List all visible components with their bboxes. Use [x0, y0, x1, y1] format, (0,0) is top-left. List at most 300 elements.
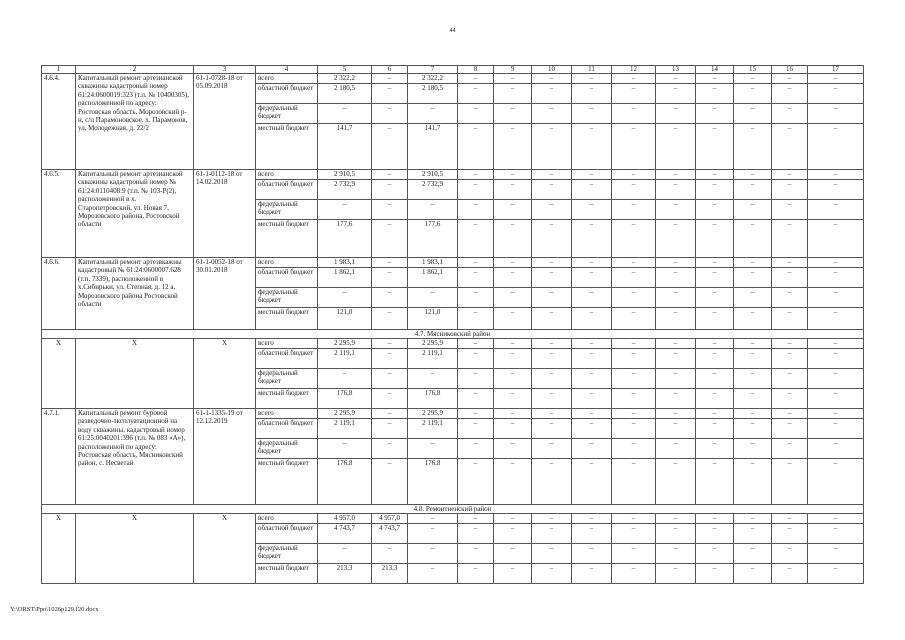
empty-value-cell: –: [696, 409, 734, 419]
empty-value-cell: –: [458, 409, 494, 419]
budget-label: областной бюджет: [256, 268, 318, 288]
table-row: [42, 74, 864, 84]
empty-value-cell: –: [772, 514, 808, 524]
empty-value-cell: –: [808, 544, 864, 564]
row-num: X: [42, 339, 76, 409]
empty-value-cell: –: [612, 459, 656, 505]
empty-value-cell: –: [572, 419, 612, 439]
budget-label: всего: [256, 409, 318, 419]
empty-value-cell: –: [572, 84, 612, 104]
empty-value-cell: –: [656, 389, 696, 409]
value-v6: –: [372, 419, 408, 439]
value-v5: 1 862,1: [318, 268, 372, 288]
empty-value-cell: –: [772, 104, 808, 124]
empty-value-cell: –: [734, 104, 772, 124]
empty-value-cell: –: [772, 419, 808, 439]
empty-value-cell: –: [772, 389, 808, 409]
budget-label: областной бюджет: [256, 349, 318, 369]
value-v7: –: [408, 524, 458, 544]
table-row: [42, 170, 864, 180]
empty-value-cell: –: [808, 288, 864, 308]
empty-value-cell: –: [532, 124, 572, 170]
budget-label: местный бюджет: [256, 308, 318, 330]
empty-value-cell: –: [808, 74, 864, 84]
empty-value-cell: –: [734, 389, 772, 409]
value-v6: –: [372, 268, 408, 288]
empty-value-cell: –: [612, 180, 656, 200]
empty-value-cell: –: [494, 369, 532, 389]
empty-value-cell: –: [612, 544, 656, 564]
value-v6: –: [372, 258, 408, 268]
empty-value-cell: –: [772, 459, 808, 505]
empty-value-cell: –: [808, 369, 864, 389]
section-row: [42, 505, 864, 514]
empty-value-cell: –: [532, 288, 572, 308]
value-v7: 2 732,9: [408, 180, 458, 200]
budget-label: всего: [256, 258, 318, 268]
empty-value-cell: –: [532, 419, 572, 439]
empty-value-cell: –: [612, 104, 656, 124]
empty-value-cell: –: [734, 288, 772, 308]
header-cell: 3: [194, 66, 256, 74]
file-path-footer: Y:\ORST\Ppo\1026p129.f20.docx: [10, 606, 99, 613]
empty-value-cell: –: [572, 200, 612, 220]
empty-value-cell: –: [458, 419, 494, 439]
empty-value-cell: –: [772, 200, 808, 220]
header-cell: 14: [696, 66, 734, 74]
empty-value-cell: –: [532, 180, 572, 200]
empty-value-cell: –: [808, 84, 864, 104]
empty-value-cell: –: [612, 564, 656, 584]
empty-value-cell: –: [572, 104, 612, 124]
empty-value-cell: –: [612, 409, 656, 419]
budget-label: федеральный бюджет: [256, 439, 318, 459]
empty-value-cell: –: [696, 220, 734, 258]
row-name: Капитальный ремонт буровой разведочно-эксплуатационной на воду скважины, кадастровый номер 61:25:0040201:396 (т.п. № 083 «А»), расположенной по адресу: Ростовская область, Мясниковский район, с. Несветай: [76, 409, 194, 505]
empty-value-cell: –: [494, 200, 532, 220]
empty-value-cell: –: [572, 439, 612, 459]
empty-value-cell: –: [656, 369, 696, 389]
value-v7: –: [408, 104, 458, 124]
empty-value-cell: –: [734, 74, 772, 84]
empty-value-cell: –: [808, 180, 864, 200]
empty-value-cell: –: [734, 439, 772, 459]
page-number: 44: [449, 28, 456, 34]
empty-value-cell: –: [572, 459, 612, 505]
empty-value-cell: –: [494, 288, 532, 308]
empty-value-cell: –: [734, 514, 772, 524]
empty-value-cell: –: [696, 288, 734, 308]
value-v7: –: [408, 514, 458, 524]
value-v6: 4 743,7: [372, 524, 408, 544]
empty-value-cell: –: [734, 200, 772, 220]
empty-value-cell: –: [808, 220, 864, 258]
value-v7: 2 119,1: [408, 419, 458, 439]
table-row: [42, 409, 864, 419]
empty-value-cell: –: [494, 258, 532, 268]
value-v7: 2 910,5: [408, 170, 458, 180]
value-v7: 141,7: [408, 124, 458, 170]
empty-value-cell: –: [494, 514, 532, 524]
empty-value-cell: –: [656, 459, 696, 505]
empty-value-cell: –: [494, 524, 532, 544]
value-v5: 2 119,1: [318, 419, 372, 439]
value-v7: –: [408, 369, 458, 389]
empty-value-cell: –: [656, 439, 696, 459]
value-v6: –: [372, 459, 408, 505]
empty-value-cell: –: [458, 459, 494, 505]
budget-label: местный бюджет: [256, 389, 318, 409]
empty-value-cell: –: [734, 524, 772, 544]
value-v5: 121,0: [318, 308, 372, 330]
empty-value-cell: –: [572, 180, 612, 200]
value-v5: –: [318, 200, 372, 220]
empty-value-cell: –: [656, 180, 696, 200]
value-v6: –: [372, 389, 408, 409]
value-v7: 1 862,1: [408, 268, 458, 288]
budget-label: местный бюджет: [256, 459, 318, 505]
empty-value-cell: –: [494, 170, 532, 180]
empty-value-cell: –: [458, 74, 494, 84]
empty-value-cell: –: [696, 170, 734, 180]
value-v7: –: [408, 564, 458, 584]
empty-value-cell: –: [808, 459, 864, 505]
value-v7: 2 119,1: [408, 349, 458, 369]
table-row: [42, 514, 864, 524]
row-doc: 61-1-0052-18 от 30.01.2018: [194, 258, 256, 330]
empty-value-cell: –: [772, 288, 808, 308]
empty-value-cell: –: [772, 349, 808, 369]
empty-value-cell: –: [572, 170, 612, 180]
empty-value-cell: –: [696, 124, 734, 170]
empty-value-cell: –: [808, 104, 864, 124]
empty-value-cell: –: [656, 220, 696, 258]
empty-value-cell: –: [696, 389, 734, 409]
empty-value-cell: –: [808, 389, 864, 409]
empty-value-cell: –: [532, 258, 572, 268]
budget-label: областной бюджет: [256, 84, 318, 104]
value-v5: 2 180,5: [318, 84, 372, 104]
empty-value-cell: –: [494, 389, 532, 409]
header-cell: 2: [76, 66, 194, 74]
value-v5: 2 295,9: [318, 339, 372, 349]
empty-value-cell: –: [572, 339, 612, 349]
empty-value-cell: –: [532, 514, 572, 524]
value-v5: 177,6: [318, 220, 372, 258]
row-doc: 61-1-0728-18 от 05.09.2018: [194, 74, 256, 170]
empty-value-cell: –: [532, 268, 572, 288]
value-v5: 2 322,2: [318, 74, 372, 84]
budget-label: федеральный бюджет: [256, 544, 318, 564]
empty-value-cell: –: [772, 268, 808, 288]
empty-value-cell: –: [612, 419, 656, 439]
value-v6: –: [372, 349, 408, 369]
budget-label: всего: [256, 170, 318, 180]
value-v6: –: [372, 200, 408, 220]
header-cell: 11: [572, 66, 612, 74]
empty-value-cell: –: [532, 389, 572, 409]
empty-value-cell: –: [572, 349, 612, 369]
row-num: 4.6.6.: [42, 258, 76, 330]
row-name: X: [76, 514, 194, 584]
empty-value-cell: –: [772, 409, 808, 419]
empty-value-cell: –: [696, 84, 734, 104]
value-v7: 2 295,9: [408, 409, 458, 419]
empty-value-cell: –: [494, 220, 532, 258]
budget-label: федеральный бюджет: [256, 369, 318, 389]
empty-value-cell: –: [532, 220, 572, 258]
empty-value-cell: –: [494, 564, 532, 584]
budget-label: областной бюджет: [256, 524, 318, 544]
table-row: [42, 339, 864, 349]
empty-value-cell: –: [572, 564, 612, 584]
empty-value-cell: –: [808, 268, 864, 288]
empty-value-cell: –: [494, 439, 532, 459]
empty-value-cell: –: [696, 349, 734, 369]
empty-value-cell: –: [808, 308, 864, 330]
header-cell: 6: [372, 66, 408, 74]
section-row: [42, 330, 864, 339]
empty-value-cell: –: [734, 564, 772, 584]
empty-value-cell: –: [572, 220, 612, 258]
empty-value-cell: –: [696, 419, 734, 439]
empty-value-cell: –: [532, 544, 572, 564]
empty-value-cell: –: [734, 409, 772, 419]
value-v6: –: [372, 104, 408, 124]
empty-value-cell: –: [494, 84, 532, 104]
empty-value-cell: –: [532, 564, 572, 584]
empty-value-cell: –: [612, 84, 656, 104]
empty-value-cell: –: [612, 389, 656, 409]
empty-value-cell: –: [612, 349, 656, 369]
empty-value-cell: –: [494, 544, 532, 564]
empty-value-cell: –: [532, 409, 572, 419]
value-v7: 176,8: [408, 389, 458, 409]
empty-value-cell: –: [808, 200, 864, 220]
value-v5: 2 119,1: [318, 349, 372, 369]
value-v5: –: [318, 544, 372, 564]
empty-value-cell: –: [572, 74, 612, 84]
section-title: 4.7. Мясниковский район: [42, 330, 864, 339]
empty-value-cell: –: [458, 514, 494, 524]
empty-value-cell: –: [772, 524, 808, 544]
empty-value-cell: –: [458, 268, 494, 288]
budget-label: всего: [256, 514, 318, 524]
empty-value-cell: –: [656, 419, 696, 439]
empty-value-cell: –: [772, 339, 808, 349]
header-cell: 5: [318, 66, 372, 74]
budget-label: федеральный бюджет: [256, 288, 318, 308]
empty-value-cell: –: [458, 180, 494, 200]
header-cell: 13: [656, 66, 696, 74]
empty-value-cell: –: [734, 308, 772, 330]
empty-value-cell: –: [572, 124, 612, 170]
budget-label: всего: [256, 74, 318, 84]
empty-value-cell: –: [808, 124, 864, 170]
value-v5: 176,8: [318, 459, 372, 505]
empty-value-cell: –: [458, 349, 494, 369]
empty-value-cell: –: [656, 84, 696, 104]
value-v7: –: [408, 544, 458, 564]
value-v7: 176,8: [408, 459, 458, 505]
value-v7: 2 322,2: [408, 74, 458, 84]
empty-value-cell: –: [772, 369, 808, 389]
value-v5: –: [318, 104, 372, 124]
empty-value-cell: –: [772, 258, 808, 268]
empty-value-cell: –: [612, 524, 656, 544]
empty-value-cell: –: [734, 220, 772, 258]
empty-value-cell: –: [532, 200, 572, 220]
table-header: [42, 66, 864, 74]
empty-value-cell: –: [696, 514, 734, 524]
row-doc: X: [194, 339, 256, 409]
empty-value-cell: –: [656, 288, 696, 308]
empty-value-cell: –: [734, 268, 772, 288]
value-v7: 121,0: [408, 308, 458, 330]
empty-value-cell: –: [808, 514, 864, 524]
budget-label: областной бюджет: [256, 180, 318, 200]
empty-value-cell: –: [696, 544, 734, 564]
empty-value-cell: –: [612, 288, 656, 308]
row-name: Капитальный ремонт артезианской скважины кадастровый номер № 61:24:0110408:9 (т.п. № 103-Р(2), расположенной в х. Старопетровский, ул. Новая 7, Морозовского района, Ростовской области: [76, 170, 194, 258]
empty-value-cell: –: [656, 124, 696, 170]
empty-value-cell: –: [458, 170, 494, 180]
row-num: 4.6.4.: [42, 74, 76, 170]
empty-value-cell: –: [612, 74, 656, 84]
budget-label: федеральный бюджет: [256, 104, 318, 124]
budget-label: областной бюджет: [256, 419, 318, 439]
empty-value-cell: –: [656, 258, 696, 268]
empty-value-cell: –: [572, 258, 612, 268]
budget-label: местный бюджет: [256, 220, 318, 258]
empty-value-cell: –: [734, 339, 772, 349]
empty-value-cell: –: [572, 544, 612, 564]
empty-value-cell: –: [696, 200, 734, 220]
empty-value-cell: –: [612, 220, 656, 258]
empty-value-cell: –: [532, 170, 572, 180]
empty-value-cell: –: [808, 409, 864, 419]
empty-value-cell: –: [532, 369, 572, 389]
empty-value-cell: –: [532, 308, 572, 330]
value-v6: –: [372, 288, 408, 308]
row-name: X: [76, 339, 194, 409]
value-v5: 2 732,9: [318, 180, 372, 200]
value-v7: 177,6: [408, 220, 458, 258]
value-v5: 4 743,7: [318, 524, 372, 544]
row-num: 4.6.5.: [42, 170, 76, 258]
row-name: Капитальный ремонт артезианской скважины кадастровый номер 61:24:0600019:323 (т.п. № 10400305), расположенной по адресу: Ростовская область, Морозовский р-н, с/п Парамоновское, х. Парамонов, ул. Молодежная, д. 22/2: [76, 74, 194, 170]
empty-value-cell: –: [532, 459, 572, 505]
empty-value-cell: –: [808, 524, 864, 544]
empty-value-cell: –: [458, 258, 494, 268]
empty-value-cell: –: [572, 268, 612, 288]
empty-value-cell: –: [612, 339, 656, 349]
empty-value-cell: –: [494, 349, 532, 369]
empty-value-cell: –: [494, 104, 532, 124]
value-v7: –: [408, 288, 458, 308]
empty-value-cell: –: [612, 124, 656, 170]
empty-value-cell: –: [532, 74, 572, 84]
budget-table: [41, 65, 864, 584]
empty-value-cell: –: [656, 74, 696, 84]
row-num: X: [42, 514, 76, 584]
header-cell: 17: [808, 66, 864, 74]
empty-value-cell: –: [696, 308, 734, 330]
value-v7: –: [408, 200, 458, 220]
value-v6: –: [372, 74, 408, 84]
empty-value-cell: –: [772, 220, 808, 258]
empty-value-cell: –: [772, 170, 808, 180]
value-v5: 176,8: [318, 389, 372, 409]
budget-label: местный бюджет: [256, 124, 318, 170]
header-cell: 16: [772, 66, 808, 74]
empty-value-cell: –: [656, 170, 696, 180]
empty-value-cell: –: [696, 180, 734, 200]
row-num: 4.7.1.: [42, 409, 76, 505]
value-v5: 2 910,5: [318, 170, 372, 180]
empty-value-cell: –: [494, 180, 532, 200]
empty-value-cell: –: [612, 200, 656, 220]
empty-value-cell: –: [612, 170, 656, 180]
empty-value-cell: –: [458, 200, 494, 220]
value-v6: –: [372, 369, 408, 389]
empty-value-cell: –: [612, 514, 656, 524]
budget-label: местный бюджет: [256, 564, 318, 584]
value-v5: –: [318, 369, 372, 389]
value-v6: –: [372, 124, 408, 170]
header-cell: 15: [734, 66, 772, 74]
empty-value-cell: –: [572, 409, 612, 419]
empty-value-cell: –: [696, 339, 734, 349]
empty-value-cell: –: [458, 339, 494, 349]
header-cell: 10: [532, 66, 572, 74]
empty-value-cell: –: [532, 104, 572, 124]
empty-value-cell: –: [808, 564, 864, 584]
empty-value-cell: –: [808, 419, 864, 439]
empty-value-cell: –: [494, 419, 532, 439]
header-cell: 4: [256, 66, 318, 74]
value-v6: –: [372, 409, 408, 419]
value-v5: 4 957,0: [318, 514, 372, 524]
empty-value-cell: –: [458, 124, 494, 170]
header-cell: 8: [458, 66, 494, 74]
empty-value-cell: –: [734, 258, 772, 268]
empty-value-cell: –: [532, 339, 572, 349]
empty-value-cell: –: [458, 104, 494, 124]
budget-label: федеральный бюджет: [256, 200, 318, 220]
value-v7: 2 295,9: [408, 339, 458, 349]
empty-value-cell: –: [656, 514, 696, 524]
empty-value-cell: –: [656, 339, 696, 349]
empty-value-cell: –: [458, 84, 494, 104]
empty-value-cell: –: [808, 170, 864, 180]
empty-value-cell: –: [656, 200, 696, 220]
empty-value-cell: –: [532, 439, 572, 459]
empty-value-cell: –: [458, 308, 494, 330]
value-v6: –: [372, 439, 408, 459]
empty-value-cell: –: [458, 564, 494, 584]
empty-value-cell: –: [696, 258, 734, 268]
empty-value-cell: –: [808, 258, 864, 268]
value-v5: 141,7: [318, 124, 372, 170]
value-v5: –: [318, 439, 372, 459]
value-v6: –: [372, 84, 408, 104]
row-doc: 61-1-1335-19 от 12.12.2019: [194, 409, 256, 505]
row-doc: 61-1-0112-18 от 14.02.2018: [194, 170, 256, 258]
empty-value-cell: –: [772, 564, 808, 584]
value-v5: 2 295,9: [318, 409, 372, 419]
empty-value-cell: –: [572, 369, 612, 389]
